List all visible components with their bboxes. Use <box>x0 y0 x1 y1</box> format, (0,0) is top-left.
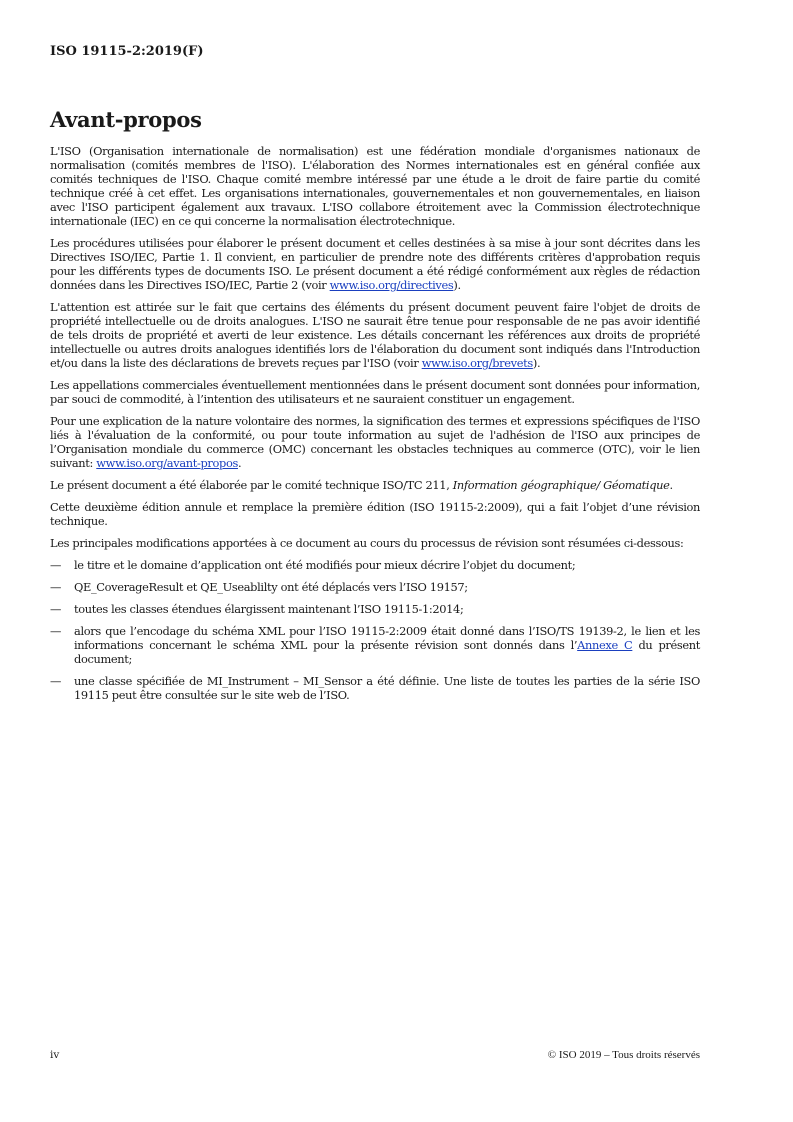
paragraph-text: ). <box>532 356 541 370</box>
paragraph-committee <box>50 478 700 492</box>
paragraph-text: L'attention est attirée sur le fait que certains des éléments du présent document peuvent faire l'objet de droits de propriété intellectuelle ou de droits analogues. L'ISO ne saurait être tenue pour responsable de ne pas avoir identifié de tels droits de propriété et averti de leur existence. Les détails concernant les références aux droits de propriété intellectuelle ou autres droits analogues identifiés lors de l'élaboration du document sont indiqués dans l'Introduction et/ou dans la liste des déclarations de brevets reçues par l'ISO (voir <box>50 300 700 370</box>
directives-link[interactable]: www.iso.org/directives <box>329 278 454 292</box>
dash-marker: — <box>50 674 62 688</box>
list-item <box>50 602 700 616</box>
list-item-text: le titre et le domaine d’application ont été modifiés pour mieux décrire l’objet du document; <box>74 558 576 572</box>
list-item-text: QE_CoverageResult et QE_Useablilty ont été déplacés vers l’ISO 19157; <box>74 580 468 594</box>
page-body <box>50 44 700 710</box>
list-item <box>50 624 700 666</box>
paragraph-text: Pour une explication de la nature volontaire des normes, la signification des termes et expressions spécifiques de l'ISO liés à l'évaluation de la conformité, ou pour toute information au sujet de l'adhésion de l'ISO aux principes de l’Organisation mondiale du commerce (OMC) concernant les obstacles techniques au commerce (OTC), voir le lien suivant: <box>50 414 700 470</box>
paragraph-changes-intro: Les principales modifications apportées à ce document au cours du processus de révision sont résumées ci-dessous: <box>50 536 684 550</box>
dash-marker: — <box>50 624 62 638</box>
paragraph-voluntary-nature <box>50 414 700 470</box>
page-footer <box>50 1049 700 1061</box>
page-number: iv <box>50 1049 60 1061</box>
list-item-text-part: du présent document; <box>74 638 701 666</box>
paragraph-text: Les procédures utilisées pour élaborer le présent document et celles destinées à sa mise à jour sont décrites dans les Directives ISO/IEC, Partie 1. Il convient, en particulier de prendre note des différents critères d'approbation requis pour les différents types de documents ISO. Le présent document a été rédigé conformément aux règles de rédaction données dans les Directives ISO/IEC, Partie 2 (voir <box>50 236 700 292</box>
paragraph-edition: Cette deuxième édition annule et remplace la première édition (ISO 19115-2:2009), qui a fait l’objet d’une révision technique. <box>50 500 700 528</box>
committee-name: Information géographique/ Géomatique <box>452 478 670 492</box>
document-identifier: ISO 19115-2:2019(F) <box>50 44 204 59</box>
list-item <box>50 580 700 594</box>
dash-marker: — <box>50 602 62 616</box>
paragraph-iso-intro: L'ISO (Organisation internationale de normalisation) est une fédération mondiale d'organismes nationaux de normalisation (comités membres de l'ISO). L'élaboration des Normes internationales est en général confiée aux comités techniques de l'ISO. Chaque comité membre intéressé par une étude a le droit de faire partie du comité technique créé à cet effet. Les organisations internationales, gouvernementales et non gouvernementales, en liaison avec l'ISO participent également aux travaux. L'ISO collabore étroitement avec la Commission électrotechnique internationale (IEC) en ce qui concerne la normalisation électrotechnique. <box>50 144 700 228</box>
brevets-link[interactable]: www.iso.org/brevets <box>421 356 533 370</box>
annexe-c-link[interactable]: Annexe C <box>577 638 633 652</box>
list-item-text: toutes les classes étendues élargissent maintenant l’ISO 19115-1:2014; <box>74 602 464 616</box>
avant-propos-link[interactable]: www.iso.org/avant-propos <box>96 456 238 470</box>
list-item-text: une classe spécifiée de MI_Instrument – MI_Sensor a été définie. Une liste de toutes les parties de la série ISO 19115 peut être consultée sur le site web de l’ISO. <box>74 674 700 702</box>
section-title: Avant-propos <box>50 107 202 132</box>
list-item-text-part: alors que l’encodage du schéma XML pour l’ISO 19115-2:2009 était donné dans l’ISO/TS 19139-2, le lien et les informations concernant le schéma XML pour la présente révision sont donnés dans l’ <box>74 624 700 652</box>
dash-marker: — <box>50 580 62 594</box>
paragraph-patents <box>50 300 700 370</box>
dash-marker: — <box>50 558 62 572</box>
paragraph-text: . <box>669 478 673 492</box>
paragraph-text: ). <box>453 278 461 292</box>
paragraph-text: Le présent document a été élaborée par le comité technique ISO/TC 211, <box>50 478 453 492</box>
list-item <box>50 558 700 572</box>
paragraph-procedures <box>50 236 700 292</box>
paragraph-text: . <box>237 456 242 470</box>
copyright-notice: © ISO 2019 – Tous droits réservés <box>547 1049 700 1061</box>
list-item-text <box>74 624 700 666</box>
list-item <box>50 674 700 702</box>
paragraph-trade-names: Les appellations commerciales éventuellement mentionnées dans le présent document sont données pour information, par souci de commodité, à l’intention des utilisateurs et ne sauraient constituer un engagement. <box>50 378 700 406</box>
